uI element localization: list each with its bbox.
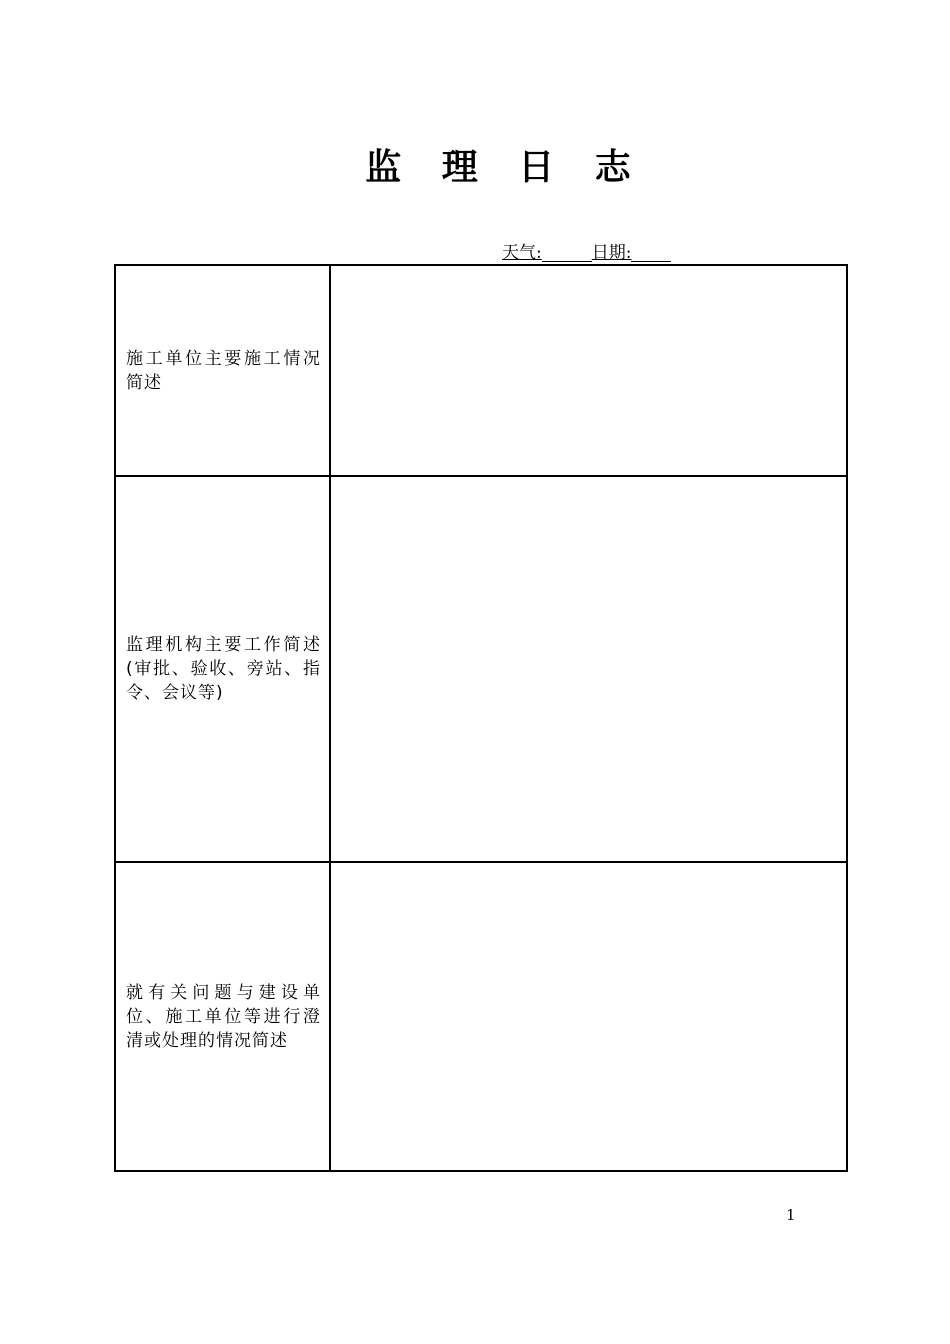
row-content-issue-clarification[interactable]: [330, 862, 847, 1171]
supervision-log-table: [114, 264, 848, 1172]
page-number: 1: [786, 1206, 796, 1224]
row-content-construction-summary[interactable]: [330, 265, 847, 476]
table-row: [115, 476, 847, 862]
row-label-issue-clarification: 就有关问题与建设单位、施工单位等进行澄清或处理的情况简述: [115, 862, 330, 1171]
weather-label: 天气:: [502, 243, 542, 263]
date-label: 日期:: [591, 243, 632, 263]
weather-date-line: [502, 242, 671, 264]
page-title: 监 理 日 志: [365, 147, 645, 188]
weather-field[interactable]: [542, 243, 592, 262]
row-label-supervision-work: 监理机构主要工作简述(审批、验收、旁站、指令、会议等): [115, 476, 330, 862]
row-label-construction-summary: 施工单位主要施工情况简述: [115, 265, 330, 476]
row-content-supervision-work[interactable]: [330, 476, 847, 862]
table-row: [115, 265, 847, 476]
date-field[interactable]: [631, 243, 671, 262]
table-row: [115, 862, 847, 1171]
